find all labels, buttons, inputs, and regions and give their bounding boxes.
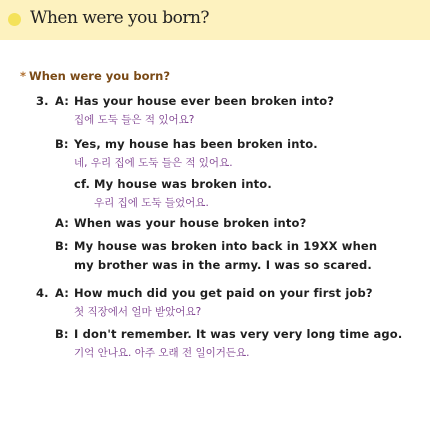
bullet-dot-icon bbox=[8, 13, 21, 26]
dialogue-line-ko: 집에 도둑 들은 적 있어요? bbox=[74, 114, 195, 126]
dialogue-line-en: I don't remember. It was very very long time ago. bbox=[74, 327, 403, 341]
speaker-label: A: bbox=[55, 286, 70, 300]
speaker-label: A: bbox=[55, 94, 70, 108]
section-heading-text: When were you born? bbox=[29, 69, 171, 83]
cf-label: cf. bbox=[74, 177, 91, 191]
section-heading bbox=[20, 69, 170, 83]
speaker-label: B: bbox=[55, 327, 69, 341]
speaker-label: B: bbox=[55, 239, 69, 253]
dialogue-line-en: my brother was in the army. I was so scared. bbox=[74, 258, 372, 272]
dialogue-line-en: When was your house broken into? bbox=[74, 216, 307, 230]
dialogue-line-ko: 첫 직장에서 얼마 받았어요? bbox=[74, 306, 202, 318]
header-banner bbox=[0, 0, 430, 40]
dialogue-line-en: Has your house ever been broken into? bbox=[74, 94, 335, 108]
speaker-label: A: bbox=[55, 216, 70, 230]
page-title: When were you born? bbox=[30, 8, 210, 28]
dialogue-line-en: Yes, my house has been broken into. bbox=[74, 137, 318, 151]
asterisk-bullet: * bbox=[20, 69, 27, 83]
dialogue-line-en: My house was broken into back in 19XX when bbox=[74, 239, 378, 253]
dialogue-number: 3. bbox=[36, 94, 49, 108]
dialogue-line-ko: 우리 집에 도둑 들었어요. bbox=[94, 197, 209, 209]
dialogue-line-en: How much did you get paid on your first job? bbox=[74, 286, 373, 300]
dialogue-line-ko: 네, 우리 집에 도둑 들은 적 있어요. bbox=[74, 157, 233, 169]
dialogue-line-ko: 기억 안나요. 아주 오래 전 일이거든요. bbox=[74, 347, 250, 359]
dialogue-line-en: My house was broken into. bbox=[94, 177, 272, 191]
dialogue-number: 4. bbox=[36, 286, 49, 300]
speaker-label: B: bbox=[55, 137, 69, 151]
